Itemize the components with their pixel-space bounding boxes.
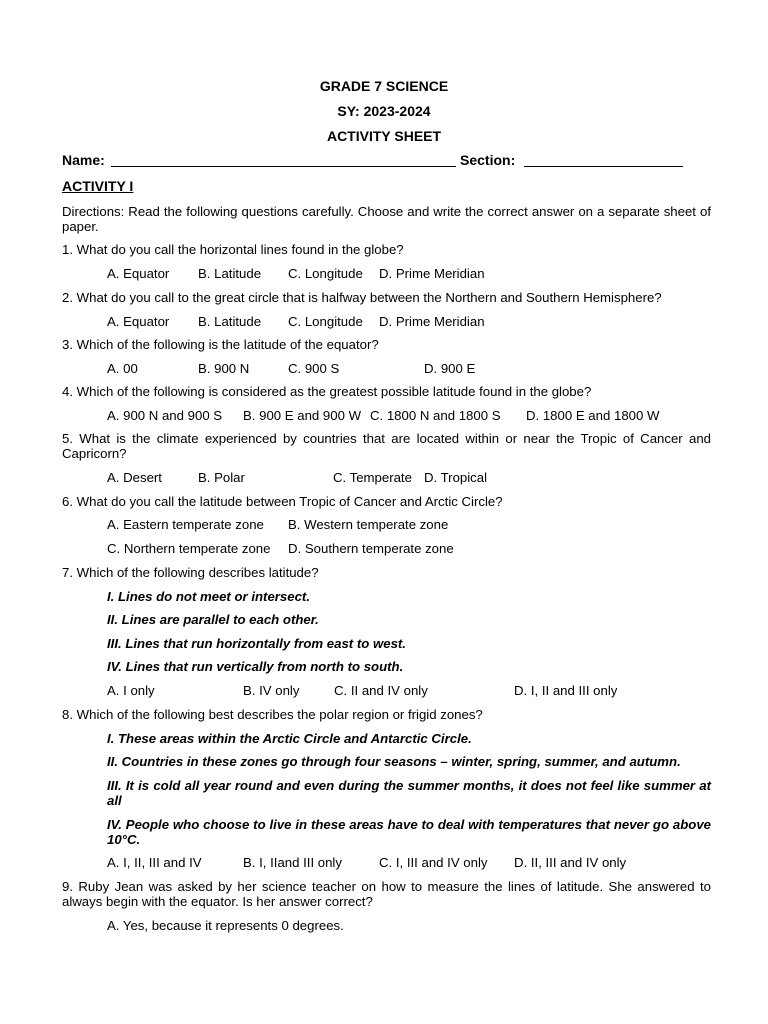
question-1: 1. What do you call the horizontal lines found in the globe? [62,242,404,257]
option: B. Latitude [198,266,262,281]
option: B. IV only [243,683,300,698]
school-year: SY: 2023-2024 [337,103,431,119]
option: B. Polar [198,470,245,485]
statement: I. Lines do not meet or intersect. [107,589,310,604]
statement: II. Countries in these zones go through four seasons – winter, spring, summer, and autumn. [107,754,681,769]
option: A. Equator [107,314,170,329]
sheet-subtitle: ACTIVITY SHEET [326,128,442,144]
option: C. Longitude [288,266,363,281]
statement: IV. People who choose to live in these areas have to deal with temperatures that never go above 10°C. [107,817,711,847]
option: D. 900 E [424,361,476,376]
option: A. Equator [107,266,170,281]
option: B. Latitude [198,314,262,329]
option: A. Yes, because it represents 0 degrees. [107,918,344,933]
statement: II. Lines are parallel to each other. [107,612,319,627]
statement: III. It is cold all year round and even during the summer months, it does not feel like summer at all [107,778,711,808]
option: C. I, III and IV only [379,855,488,870]
option: C. Longitude [288,314,363,329]
activity-title: ACTIVITY I [62,178,134,194]
section-label: Section: [460,152,516,168]
question-8: 8. Which of the following best describes the polar region or frigid zones? [62,707,483,722]
section-blank [524,166,683,167]
option: C. Temperate [333,470,412,485]
question-4: 4. Which of the following is considered as the greatest possible latitude found in the globe? [62,384,592,399]
option: D. Prime Meridian [379,314,485,329]
statement: III. Lines that run horizontally from east to west. [107,636,406,651]
sheet-title: GRADE 7 SCIENCE [319,78,449,94]
question-5: 5. What is the climate experienced by countries that are located within or near the Tropic of Cancer and Capricorn? [62,431,711,461]
option: A. 00 [107,361,138,376]
option: D. Southern temperate zone [288,541,454,556]
option: B. Western temperate zone [288,517,449,532]
option: C. II and IV only [334,683,428,698]
question-6: 6. What do you call the latitude between Tropic of Cancer and Arctic Circle? [62,494,503,509]
option: C. 1800 N and 1800 S [370,408,501,423]
option: A. Desert [107,470,162,485]
option: C. 900 S [288,361,340,376]
option: B. 900 N [198,361,250,376]
option: D. II, III and IV only [514,855,627,870]
option: B. 900 E and 900 W [243,408,362,423]
option: A. Eastern temperate zone [107,517,264,532]
option: B. I, IIand III only [243,855,342,870]
statement: IV. Lines that run vertically from north to south. [107,659,404,674]
question-9: 9. Ruby Jean was asked by her science teacher on how to measure the lines of latitude. She answered to always begin with the equator. Is her answer correct? [62,879,711,909]
option: A. I, II, III and IV [107,855,202,870]
name-blank [111,166,456,167]
question-3: 3. Which of the following is the latitude of the equator? [62,337,379,352]
option: A. I only [107,683,155,698]
option: C. Northern temperate zone [107,541,271,556]
question-7: 7. Which of the following describes latitude? [62,565,319,580]
option: D. Tropical [424,470,488,485]
option: A. 900 N and 900 S [107,408,223,423]
question-2: 2. What do you call to the great circle that is halfway between the Northern and Southern Hemisphere? [62,290,662,305]
statement: I. These areas within the Arctic Circle and Antarctic Circle. [107,731,472,746]
option: D. 1800 E and 1800 W [526,408,660,423]
directions: Directions: Read the following questions carefully. Choose and write the correct answer on a separate sheet of paper. [62,204,711,234]
option: D. Prime Meridian [379,266,485,281]
option: D. I, II and III only [514,683,618,698]
name-label: Name: [62,152,105,168]
